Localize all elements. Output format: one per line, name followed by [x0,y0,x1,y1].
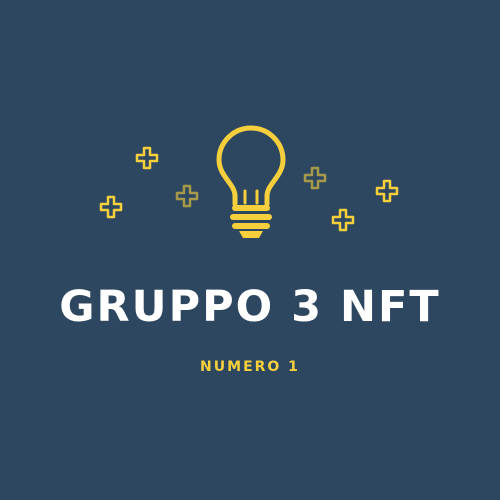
logo-subtitle: NUMERO 1 [200,359,300,375]
plus-sparkle-icon [333,210,353,230]
logo-title: GRUPPO 3 NFT [59,282,441,332]
plus-sparkle-icon [377,181,397,201]
plus-sparkle-icon [137,148,157,168]
plus-sparkle-icon [101,197,121,217]
lightbulb-icon [219,128,283,238]
plus-sparkle-icon [177,186,197,206]
plus-sparkle-icon [305,168,325,188]
